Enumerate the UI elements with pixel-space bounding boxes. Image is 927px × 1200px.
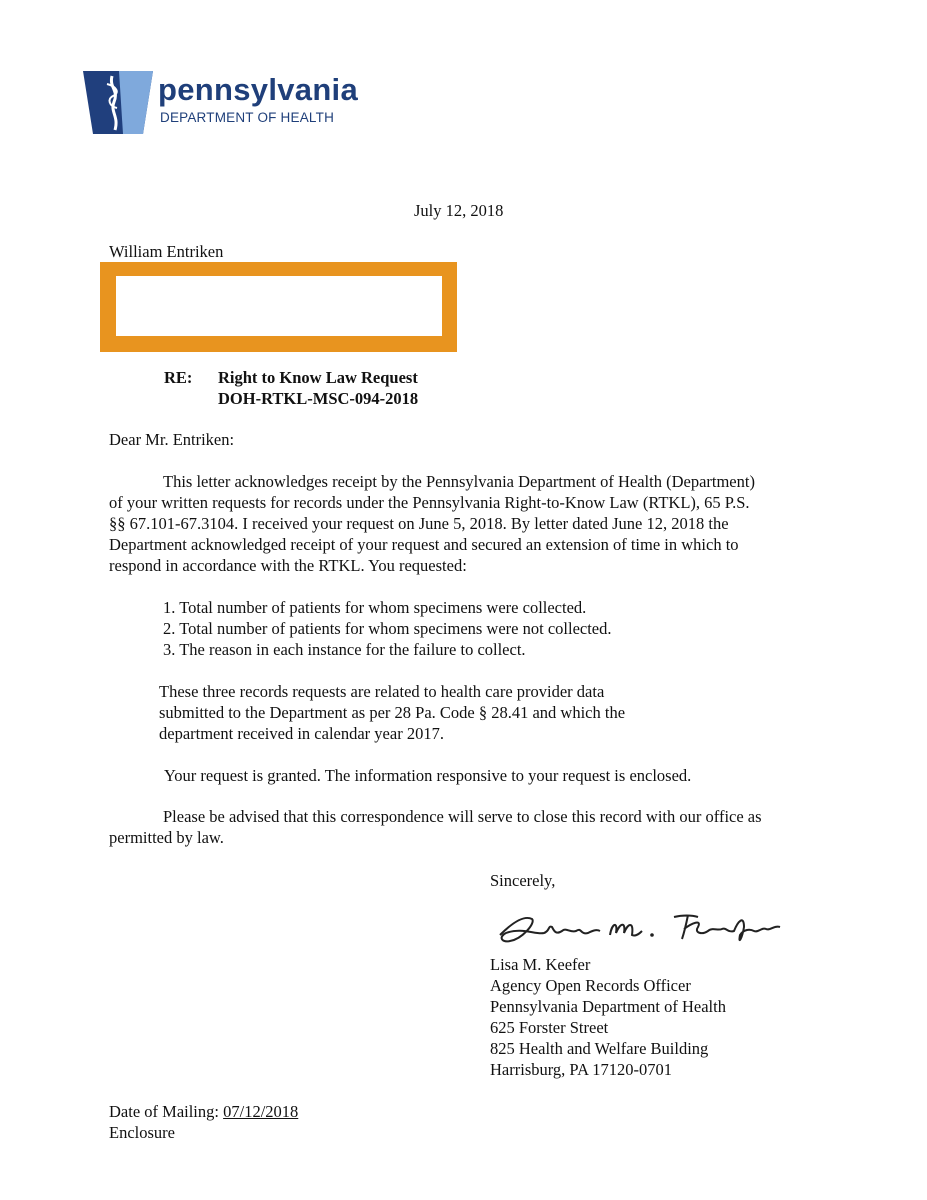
para4-line: Please be advised that this correspondence will serve to close this record with our office as [163,807,762,826]
re-subject: Right to Know Law Request [218,368,418,387]
mailing-date-value: 07/12/2018 [223,1102,299,1121]
keystone-logo-icon [83,68,153,134]
signer-title: Agency Open Records Officer [490,976,691,995]
request-item: 2. Total number of patients for whom specimens were not collected. [163,619,612,638]
request-item: 3. The reason in each instance for the failure to collect. [163,640,526,659]
para1-line: §§ 67.101-67.3104. I received your request on June 5, 2018. By letter dated June 12, 2018 the [109,514,729,533]
request-item: 1. Total number of patients for whom specimens were collected. [163,598,587,617]
para1-line: respond in accordance with the RTKL. You requested: [109,556,467,575]
para2-line: submitted to the Department as per 28 Pa. Code § 28.41 and which the [159,703,626,722]
enclosure-label: Enclosure [109,1123,175,1142]
para1-line: Department acknowledged receipt of your request and secured an extension of time in which to [109,535,739,554]
address-street: 625 Forster Street [490,1018,609,1037]
signer-org: Pennsylvania Department of Health [490,997,726,1016]
para2-line: department received in calendar year 2017. [159,724,444,743]
para2-line: These three records requests are related to health care provider data [159,682,605,701]
salutation: Dear Mr. Entriken: [109,430,235,449]
address-building: 825 Health and Welfare Building [490,1039,709,1058]
closing-sincerely: Sincerely, [490,871,556,890]
para3: Your request is granted. The information responsive to your request is enclosed. [164,766,692,785]
address-city: Harrisburg, PA 17120-0701 [490,1060,672,1079]
signer-name: Lisa M. Keefer [490,955,591,974]
re-request-id: DOH-RTKL-MSC-094-2018 [218,389,419,408]
logo-title: pennsylvania [158,72,359,107]
mailing-date-line [109,1101,298,1122]
para1-line: of your written requests for records under the Pennsylvania Right-to-Know Law (RTKL), 65 P.S. [109,493,750,512]
re-label: RE: [164,368,193,387]
redaction-box-inner [116,276,442,336]
recipient-name: William Entriken [109,242,224,261]
letter-date: July 12, 2018 [414,201,504,220]
mailing-date-label: Date of Mailing: [109,1102,224,1121]
para4-line: permitted by law. [109,828,224,847]
signature-image [492,905,792,950]
logo-subtitle: DEPARTMENT OF HEALTH [160,110,335,125]
para1-line: This letter acknowledges receipt by the Pennsylvania Department of Health (Department) [163,472,755,491]
